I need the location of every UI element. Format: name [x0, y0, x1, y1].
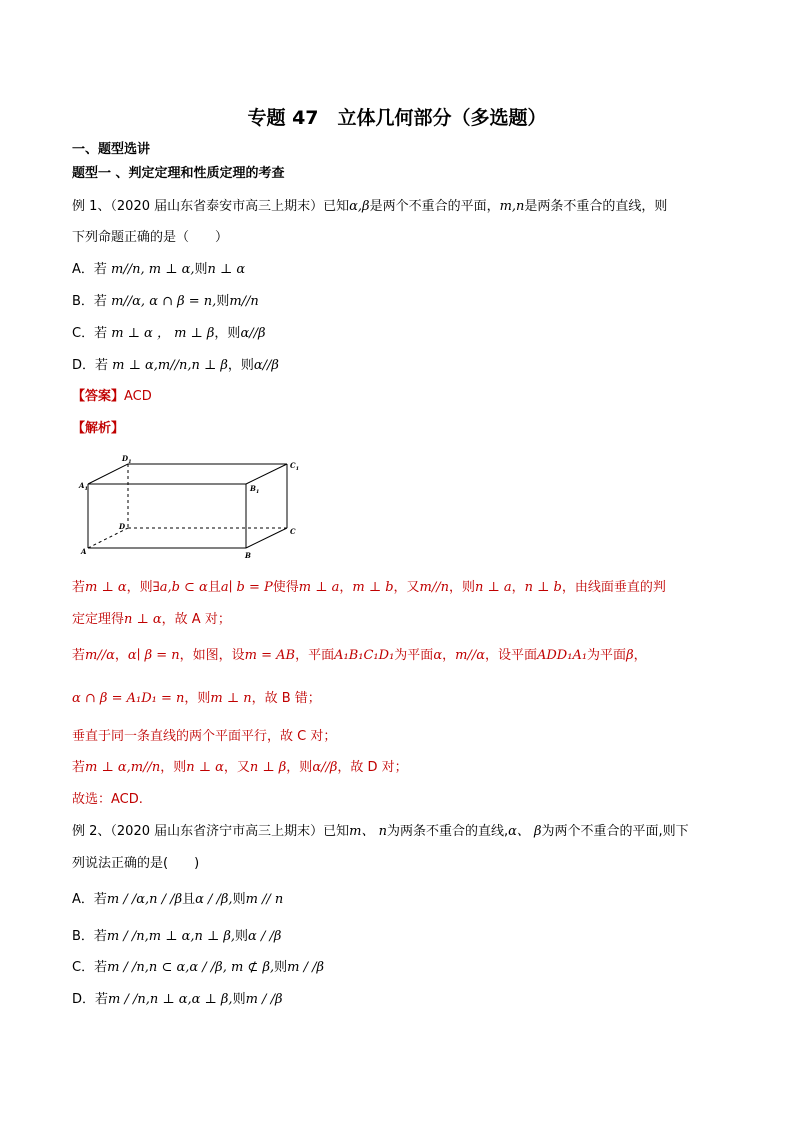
- page-title: 专题 47 立体几何部分（多选题）: [247, 107, 547, 129]
- solution-line-4: α ∩ β = A₁D₁ = n，则m ⊥ n，故 B 错；: [72, 691, 321, 706]
- example-2-option-c: C．若m / /n,n ⊂ α,α / /β, m ⊄ β,则m / /β: [72, 960, 324, 975]
- section-heading: 一、题型选讲: [72, 142, 151, 157]
- example-2-stem-line-1: 例 2、（2020 届山东省济宁市高三上期末）已知m、 n为两条不重合的直线,α、 β为两个不重合的平面,则下: [72, 824, 689, 839]
- vertex-a-label: A: [81, 547, 87, 556]
- example-1-option-d: D．若 m ⊥ α,m//n,n ⊥ β，则α//β: [72, 358, 279, 373]
- solution-line-3: 若m//α，α∣ β = n，如图，设m = AB，平面A₁B₁C₁D₁为平面α，m//α，设平面ADD₁A₁为平面β，: [72, 648, 647, 663]
- solution-line-7: 故选：ACD.: [72, 792, 143, 807]
- vertex-c1-label: $C_1$: [290, 461, 300, 472]
- example-1-stem-line-1: 例 1、（2020 届山东省泰安市高三上期末）已知α,β是两个不重合的平面，m,n是两条不重合的直线，则: [72, 199, 668, 214]
- example-1-option-c: C．若 m ⊥ α ， m ⊥ β，则α//β: [72, 326, 266, 341]
- solution-line-5: 垂直于同一条直线的两个平面平行，故 C 对；: [72, 729, 337, 744]
- example-2-stem-line-2: 列说法正确的是( ): [72, 856, 200, 871]
- vertex-a1-label: $A_1$: [79, 481, 88, 492]
- example-1-option-a: A．若 m//n, m ⊥ α,则n ⊥ α: [72, 262, 246, 277]
- cuboid-figure: [72, 450, 312, 558]
- vertex-b1-label: $B_1$: [250, 484, 260, 495]
- example-2-option-b: B．若m / /n,m ⊥ α,n ⊥ β,则α / /β: [72, 929, 282, 944]
- vertex-d-label: D: [119, 522, 126, 531]
- example-1-stem-line-2: 下列命题正确的是（ ）: [72, 230, 229, 245]
- question-type-heading: 题型一 、判定定理和性质定理的考查: [72, 166, 285, 181]
- example-2-option-d: D．若m / /n,n ⊥ α,α ⊥ β,则m / /β: [72, 992, 283, 1007]
- solution-line-2: 定定理得n ⊥ α，故 A 对；: [72, 612, 231, 627]
- solution-line-6: 若m ⊥ α,m//n，则n ⊥ α，又n ⊥ β，则α//β，故 D 对；: [72, 760, 408, 775]
- analysis-tag: 【解析】: [72, 421, 125, 436]
- vertex-c-label: C: [290, 527, 296, 536]
- example-2-option-a: A．若m / /α,n / /β且α / /β,则m // n: [72, 892, 284, 907]
- solution-line-1: 若m ⊥ α，则∃a,b ⊂ α且a∣ b = P使得m ⊥ a，m ⊥ b，又m//n，则n ⊥ a，n ⊥ b，由线面垂直的判: [72, 580, 666, 595]
- vertex-b-label: B: [245, 551, 251, 558]
- example-1-option-b: B．若 m//α, α ∩ β = n,则m//n: [72, 294, 259, 309]
- vertex-d1-label: $D_1$: [122, 454, 132, 465]
- answer-1: 【答案】ACD: [72, 389, 152, 404]
